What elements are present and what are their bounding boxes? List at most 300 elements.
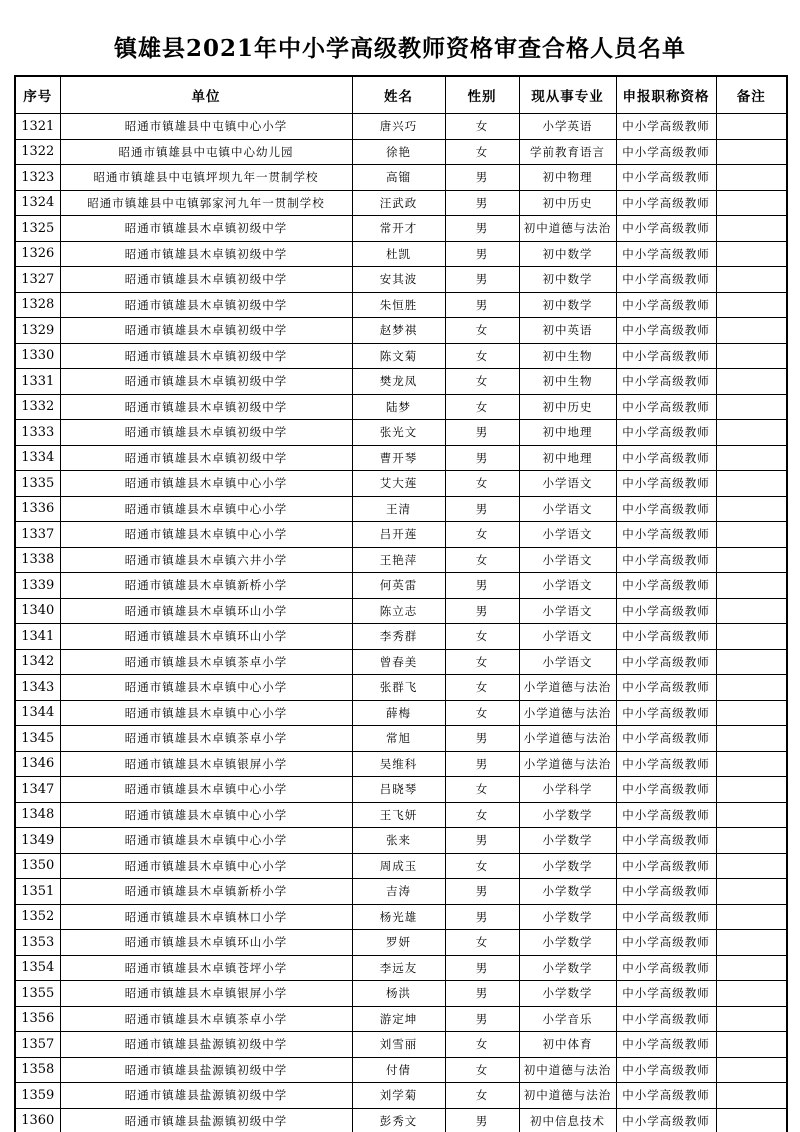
cell-remark: [716, 445, 787, 471]
cell-name: 王清: [352, 496, 445, 522]
cell-gender: 女: [445, 777, 519, 803]
cell-specialty: 学前教育语言: [519, 139, 616, 165]
cell-gender: 男: [445, 955, 519, 981]
cell-gender: 女: [445, 853, 519, 879]
cell-gender: 女: [445, 394, 519, 420]
table-row: [15, 420, 787, 446]
cell-index: 1353: [15, 930, 60, 956]
cell-index: 1341: [15, 624, 60, 650]
cell-specialty: 初中历史: [519, 190, 616, 216]
cell-unit: 昭通市镇雄县木卓镇银屏小学: [60, 751, 352, 777]
cell-unit: 昭通市镇雄县木卓镇初级中学: [60, 343, 352, 369]
cell-specialty: 小学数学: [519, 930, 616, 956]
cell-gender: 女: [445, 649, 519, 675]
cell-remark: [716, 879, 787, 905]
cell-unit: 昭通市镇雄县木卓镇初级中学: [60, 394, 352, 420]
cell-name: 李远友: [352, 955, 445, 981]
table-row: [15, 1006, 787, 1032]
cell-qualification: 中小学高级教师: [616, 624, 716, 650]
cell-name: 杜凯: [352, 241, 445, 267]
cell-index: 1323: [15, 165, 60, 191]
cell-qualification: 中小学高级教师: [616, 547, 716, 573]
cell-index: 1342: [15, 649, 60, 675]
cell-index: 1335: [15, 471, 60, 497]
cell-index: 1333: [15, 420, 60, 446]
cell-gender: 女: [445, 1057, 519, 1083]
cell-gender: 男: [445, 573, 519, 599]
cell-qualification: 中小学高级教师: [616, 420, 716, 446]
table-row: [15, 114, 787, 140]
cell-unit: 昭通市镇雄县木卓镇初级中学: [60, 445, 352, 471]
table-row: [15, 598, 787, 624]
cell-gender: 男: [445, 1108, 519, 1132]
cell-specialty: 初中数学: [519, 292, 616, 318]
cell-index: 1325: [15, 216, 60, 242]
table-header-row: [15, 76, 787, 114]
cell-index: 1348: [15, 802, 60, 828]
cell-unit: 昭通市镇雄县木卓镇苍坪小学: [60, 955, 352, 981]
cell-index: 1336: [15, 496, 60, 522]
cell-name: 游定坤: [352, 1006, 445, 1032]
table-row: [15, 292, 787, 318]
cell-unit: 昭通市镇雄县木卓镇中心小学: [60, 853, 352, 879]
cell-remark: [716, 496, 787, 522]
cell-gender: 女: [445, 471, 519, 497]
cell-unit: 昭通市镇雄县中屯镇中心小学: [60, 114, 352, 140]
cell-unit: 昭通市镇雄县中屯镇中心幼儿园: [60, 139, 352, 165]
cell-specialty: 初中数学: [519, 267, 616, 293]
cell-gender: 男: [445, 420, 519, 446]
cell-qualification: 中小学高级教师: [616, 904, 716, 930]
cell-qualification: 中小学高级教师: [616, 369, 716, 395]
cell-index: 1349: [15, 828, 60, 854]
cell-remark: [716, 675, 787, 701]
cell-qualification: 中小学高级教师: [616, 267, 716, 293]
cell-qualification: 中小学高级教师: [616, 318, 716, 344]
cell-remark: [716, 165, 787, 191]
cell-specialty: 小学数学: [519, 853, 616, 879]
cell-unit: 昭通市镇雄县盐源镇初级中学: [60, 1032, 352, 1058]
cell-specialty: 初中体育: [519, 1032, 616, 1058]
cell-name: 王艳萍: [352, 547, 445, 573]
cell-name: 朱恒胜: [352, 292, 445, 318]
cell-qualification: 中小学高级教师: [616, 496, 716, 522]
cell-index: 1360: [15, 1108, 60, 1132]
table-row: [15, 981, 787, 1007]
table-row: [15, 624, 787, 650]
cell-qualification: 中小学高级教师: [616, 675, 716, 701]
cell-index: 1343: [15, 675, 60, 701]
cell-name: 周成玉: [352, 853, 445, 879]
cell-gender: 女: [445, 1032, 519, 1058]
cell-name: 罗妍: [352, 930, 445, 956]
table-row: [15, 675, 787, 701]
cell-name: 杨光雄: [352, 904, 445, 930]
cell-specialty: 小学音乐: [519, 1006, 616, 1032]
cell-name: 安其波: [352, 267, 445, 293]
table-row: [15, 471, 787, 497]
table-row: [15, 1083, 787, 1109]
cell-remark: [716, 904, 787, 930]
cell-remark: [716, 573, 787, 599]
cell-index: 1350: [15, 853, 60, 879]
cell-unit: 昭通市镇雄县木卓镇环山小学: [60, 598, 352, 624]
cell-name: 何英雷: [352, 573, 445, 599]
cell-name: 刘雪丽: [352, 1032, 445, 1058]
cell-gender: 男: [445, 267, 519, 293]
cell-unit: 昭通市镇雄县木卓镇环山小学: [60, 624, 352, 650]
cell-name: 艾大莲: [352, 471, 445, 497]
cell-name: 赵梦祺: [352, 318, 445, 344]
cell-qualification: 中小学高级教师: [616, 241, 716, 267]
cell-remark: [716, 267, 787, 293]
cell-remark: [716, 598, 787, 624]
cell-name: 樊龙凤: [352, 369, 445, 395]
cell-gender: 女: [445, 930, 519, 956]
cell-specialty: 小学数学: [519, 981, 616, 1007]
cell-remark: [716, 853, 787, 879]
cell-specialty: 初中道德与法治: [519, 1083, 616, 1109]
cell-specialty: 小学道德与法治: [519, 751, 616, 777]
table-row: [15, 1057, 787, 1083]
table-row: [15, 496, 787, 522]
cell-qualification: 中小学高级教师: [616, 343, 716, 369]
cell-name: 李秀群: [352, 624, 445, 650]
table-row: [15, 318, 787, 344]
cell-remark: [716, 343, 787, 369]
cell-index: 1339: [15, 573, 60, 599]
cell-unit: 昭通市镇雄县木卓镇初级中学: [60, 420, 352, 446]
cell-unit: 昭通市镇雄县木卓镇初级中学: [60, 369, 352, 395]
cell-gender: 男: [445, 445, 519, 471]
cell-unit: 昭通市镇雄县木卓镇茶卓小学: [60, 1006, 352, 1032]
cell-name: 王飞妍: [352, 802, 445, 828]
cell-gender: 女: [445, 139, 519, 165]
column-header-unit: 单位: [60, 76, 352, 114]
table-row: [15, 777, 787, 803]
cell-qualification: 中小学高级教师: [616, 114, 716, 140]
cell-unit: 昭通市镇雄县木卓镇中心小学: [60, 802, 352, 828]
cell-remark: [716, 802, 787, 828]
table-row: [15, 369, 787, 395]
cell-unit: 昭通市镇雄县木卓镇中心小学: [60, 471, 352, 497]
cell-index: 1340: [15, 598, 60, 624]
cell-index: 1329: [15, 318, 60, 344]
cell-remark: [716, 190, 787, 216]
table-row: [15, 930, 787, 956]
cell-remark: [716, 649, 787, 675]
cell-remark: [716, 930, 787, 956]
cell-qualification: 中小学高级教师: [616, 522, 716, 548]
table-row: [15, 726, 787, 752]
cell-index: 1356: [15, 1006, 60, 1032]
cell-index: 1351: [15, 879, 60, 905]
cell-unit: 昭通市镇雄县木卓镇新桥小学: [60, 879, 352, 905]
cell-specialty: 初中生物: [519, 369, 616, 395]
cell-qualification: 中小学高级教师: [616, 751, 716, 777]
cell-specialty: 初中地理: [519, 445, 616, 471]
table-row: [15, 751, 787, 777]
cell-gender: 男: [445, 241, 519, 267]
cell-remark: [716, 522, 787, 548]
table-header: [15, 76, 787, 114]
cell-remark: [716, 292, 787, 318]
cell-qualification: 中小学高级教师: [616, 1108, 716, 1132]
cell-remark: [716, 1006, 787, 1032]
cell-gender: 女: [445, 802, 519, 828]
column-header-remark: 备注: [716, 76, 787, 114]
cell-qualification: 中小学高级教师: [616, 700, 716, 726]
column-header-qualification: 申报职称资格: [616, 76, 716, 114]
cell-specialty: 小学语文: [519, 496, 616, 522]
cell-unit: 昭通市镇雄县盐源镇初级中学: [60, 1108, 352, 1132]
cell-name: 陈文菊: [352, 343, 445, 369]
cell-unit: 昭通市镇雄县木卓镇中心小学: [60, 828, 352, 854]
cell-specialty: 小学科学: [519, 777, 616, 803]
cell-unit: 昭通市镇雄县木卓镇新桥小学: [60, 573, 352, 599]
cell-index: 1326: [15, 241, 60, 267]
cell-unit: 昭通市镇雄县木卓镇中心小学: [60, 700, 352, 726]
table-row: [15, 649, 787, 675]
cell-specialty: 小学数学: [519, 828, 616, 854]
cell-unit: 昭通市镇雄县木卓镇林口小学: [60, 904, 352, 930]
table-row: [15, 522, 787, 548]
cell-specialty: 初中道德与法治: [519, 1057, 616, 1083]
cell-qualification: 中小学高级教师: [616, 598, 716, 624]
cell-name: 张来: [352, 828, 445, 854]
cell-gender: 男: [445, 496, 519, 522]
cell-specialty: 小学语文: [519, 547, 616, 573]
cell-index: 1327: [15, 267, 60, 293]
table-body: [15, 114, 787, 1132]
cell-name: 吕开莲: [352, 522, 445, 548]
cell-qualification: 中小学高级教师: [616, 726, 716, 752]
table-row: [15, 343, 787, 369]
cell-gender: 男: [445, 598, 519, 624]
cell-qualification: 中小学高级教师: [616, 445, 716, 471]
table-row: [15, 955, 787, 981]
cell-unit: 昭通市镇雄县木卓镇环山小学: [60, 930, 352, 956]
table-row: [15, 802, 787, 828]
cell-specialty: 小学语文: [519, 522, 616, 548]
cell-index: 1332: [15, 394, 60, 420]
table-row: [15, 573, 787, 599]
cell-gender: 女: [445, 318, 519, 344]
cell-index: 1355: [15, 981, 60, 1007]
cell-remark: [716, 547, 787, 573]
table-row: [15, 216, 787, 242]
table-row: [15, 879, 787, 905]
cell-specialty: 初中物理: [519, 165, 616, 191]
cell-index: 1337: [15, 522, 60, 548]
cell-index: 1330: [15, 343, 60, 369]
cell-unit: 昭通市镇雄县木卓镇初级中学: [60, 292, 352, 318]
table-row: [15, 904, 787, 930]
cell-index: 1338: [15, 547, 60, 573]
cell-name: 薛梅: [352, 700, 445, 726]
table-row: [15, 445, 787, 471]
cell-remark: [716, 1083, 787, 1109]
cell-index: 1346: [15, 751, 60, 777]
cell-qualification: 中小学高级教师: [616, 649, 716, 675]
cell-name: 吉涛: [352, 879, 445, 905]
column-header-gender: 性别: [445, 76, 519, 114]
cell-index: 1358: [15, 1057, 60, 1083]
cell-specialty: 初中生物: [519, 343, 616, 369]
cell-qualification: 中小学高级教师: [616, 879, 716, 905]
column-header-index: 序号: [15, 76, 60, 114]
cell-remark: [716, 1032, 787, 1058]
cell-name: 陈立志: [352, 598, 445, 624]
table-row: [15, 547, 787, 573]
table-row: [15, 1032, 787, 1058]
cell-qualification: 中小学高级教师: [616, 165, 716, 191]
cell-name: 张光文: [352, 420, 445, 446]
cell-remark: [716, 114, 787, 140]
cell-index: 1347: [15, 777, 60, 803]
cell-qualification: 中小学高级教师: [616, 802, 716, 828]
cell-gender: 男: [445, 190, 519, 216]
cell-unit: 昭通市镇雄县中屯镇坪坝九年一贯制学校: [60, 165, 352, 191]
table-row: [15, 165, 787, 191]
cell-gender: 男: [445, 292, 519, 318]
cell-unit: 昭通市镇雄县木卓镇初级中学: [60, 267, 352, 293]
cell-index: 1331: [15, 369, 60, 395]
cell-specialty: 小学语文: [519, 649, 616, 675]
page-title: 镇雄县2021年中小学高级教师资格审查合格人员名单: [113, 35, 686, 62]
cell-unit: 昭通市镇雄县木卓镇中心小学: [60, 777, 352, 803]
cell-remark: [716, 1108, 787, 1132]
cell-specialty: 初中信息技术: [519, 1108, 616, 1132]
cell-remark: [716, 241, 787, 267]
cell-qualification: 中小学高级教师: [616, 930, 716, 956]
cell-name: 陆梦: [352, 394, 445, 420]
table-row: [15, 394, 787, 420]
cell-index: 1322: [15, 139, 60, 165]
column-header-name: 姓名: [352, 76, 445, 114]
cell-specialty: 初中道德与法治: [519, 216, 616, 242]
table-row: [15, 1108, 787, 1132]
table-row: [15, 700, 787, 726]
cell-index: 1324: [15, 190, 60, 216]
cell-index: 1328: [15, 292, 60, 318]
cell-gender: 男: [445, 751, 519, 777]
cell-gender: 女: [445, 624, 519, 650]
cell-name: 彭秀文: [352, 1108, 445, 1132]
column-header-specialty: 现从事专业: [519, 76, 616, 114]
cell-index: 1344: [15, 700, 60, 726]
cell-remark: [716, 420, 787, 446]
cell-qualification: 中小学高级教师: [616, 1032, 716, 1058]
cell-specialty: 初中英语: [519, 318, 616, 344]
cell-qualification: 中小学高级教师: [616, 853, 716, 879]
cell-remark: [716, 777, 787, 803]
cell-qualification: 中小学高级教师: [616, 1057, 716, 1083]
cell-remark: [716, 369, 787, 395]
cell-remark: [716, 624, 787, 650]
cell-remark: [716, 700, 787, 726]
cell-gender: 男: [445, 726, 519, 752]
cell-name: 常开才: [352, 216, 445, 242]
cell-gender: 男: [445, 1006, 519, 1032]
cell-name: 徐艳: [352, 139, 445, 165]
cell-gender: 女: [445, 522, 519, 548]
cell-remark: [716, 216, 787, 242]
cell-qualification: 中小学高级教师: [616, 981, 716, 1007]
cell-unit: 昭通市镇雄县木卓镇初级中学: [60, 318, 352, 344]
cell-unit: 昭通市镇雄县木卓镇中心小学: [60, 496, 352, 522]
cell-unit: 昭通市镇雄县盐源镇初级中学: [60, 1057, 352, 1083]
cell-qualification: 中小学高级教师: [616, 573, 716, 599]
cell-name: 高镏: [352, 165, 445, 191]
cell-index: 1357: [15, 1032, 60, 1058]
cell-index: 1321: [15, 114, 60, 140]
table-row: [15, 828, 787, 854]
cell-qualification: 中小学高级教师: [616, 292, 716, 318]
cell-unit: 昭通市镇雄县木卓镇六井小学: [60, 547, 352, 573]
cell-specialty: 初中数学: [519, 241, 616, 267]
cell-unit: 昭通市镇雄县木卓镇中心小学: [60, 675, 352, 701]
teacher-roster-table: [14, 75, 788, 1132]
cell-gender: 男: [445, 981, 519, 1007]
cell-specialty: 小学语文: [519, 598, 616, 624]
cell-specialty: 小学数学: [519, 955, 616, 981]
cell-name: 刘学菊: [352, 1083, 445, 1109]
cell-remark: [716, 1057, 787, 1083]
cell-qualification: 中小学高级教师: [616, 828, 716, 854]
cell-qualification: 中小学高级教师: [616, 471, 716, 497]
cell-remark: [716, 981, 787, 1007]
table-row: [15, 853, 787, 879]
cell-index: 1352: [15, 904, 60, 930]
cell-gender: 男: [445, 828, 519, 854]
cell-index: 1359: [15, 1083, 60, 1109]
cell-unit: 昭通市镇雄县盐源镇初级中学: [60, 1083, 352, 1109]
cell-remark: [716, 318, 787, 344]
cell-specialty: 小学道德与法治: [519, 700, 616, 726]
cell-unit: 昭通市镇雄县木卓镇银屏小学: [60, 981, 352, 1007]
cell-index: 1334: [15, 445, 60, 471]
cell-gender: 女: [445, 675, 519, 701]
cell-remark: [716, 726, 787, 752]
cell-unit: 昭通市镇雄县木卓镇中心小学: [60, 522, 352, 548]
cell-qualification: 中小学高级教师: [616, 190, 716, 216]
table-row: [15, 190, 787, 216]
cell-gender: 男: [445, 879, 519, 905]
cell-unit: 昭通市镇雄县木卓镇茶卓小学: [60, 649, 352, 675]
cell-qualification: 中小学高级教师: [616, 139, 716, 165]
cell-specialty: 小学数学: [519, 904, 616, 930]
cell-specialty: 小学数学: [519, 879, 616, 905]
cell-name: 曹开琴: [352, 445, 445, 471]
cell-remark: [716, 139, 787, 165]
cell-gender: 男: [445, 904, 519, 930]
cell-specialty: 小学英语: [519, 114, 616, 140]
cell-name: 张群飞: [352, 675, 445, 701]
cell-name: 付倩: [352, 1057, 445, 1083]
cell-remark: [716, 471, 787, 497]
cell-remark: [716, 394, 787, 420]
cell-name: 曾春美: [352, 649, 445, 675]
cell-specialty: 小学道德与法治: [519, 726, 616, 752]
cell-name: 杨洪: [352, 981, 445, 1007]
cell-remark: [716, 828, 787, 854]
cell-specialty: 小学语文: [519, 624, 616, 650]
cell-unit: 昭通市镇雄县中屯镇郭家河九年一贯制学校: [60, 190, 352, 216]
cell-index: 1354: [15, 955, 60, 981]
cell-unit: 昭通市镇雄县木卓镇初级中学: [60, 216, 352, 242]
cell-remark: [716, 751, 787, 777]
